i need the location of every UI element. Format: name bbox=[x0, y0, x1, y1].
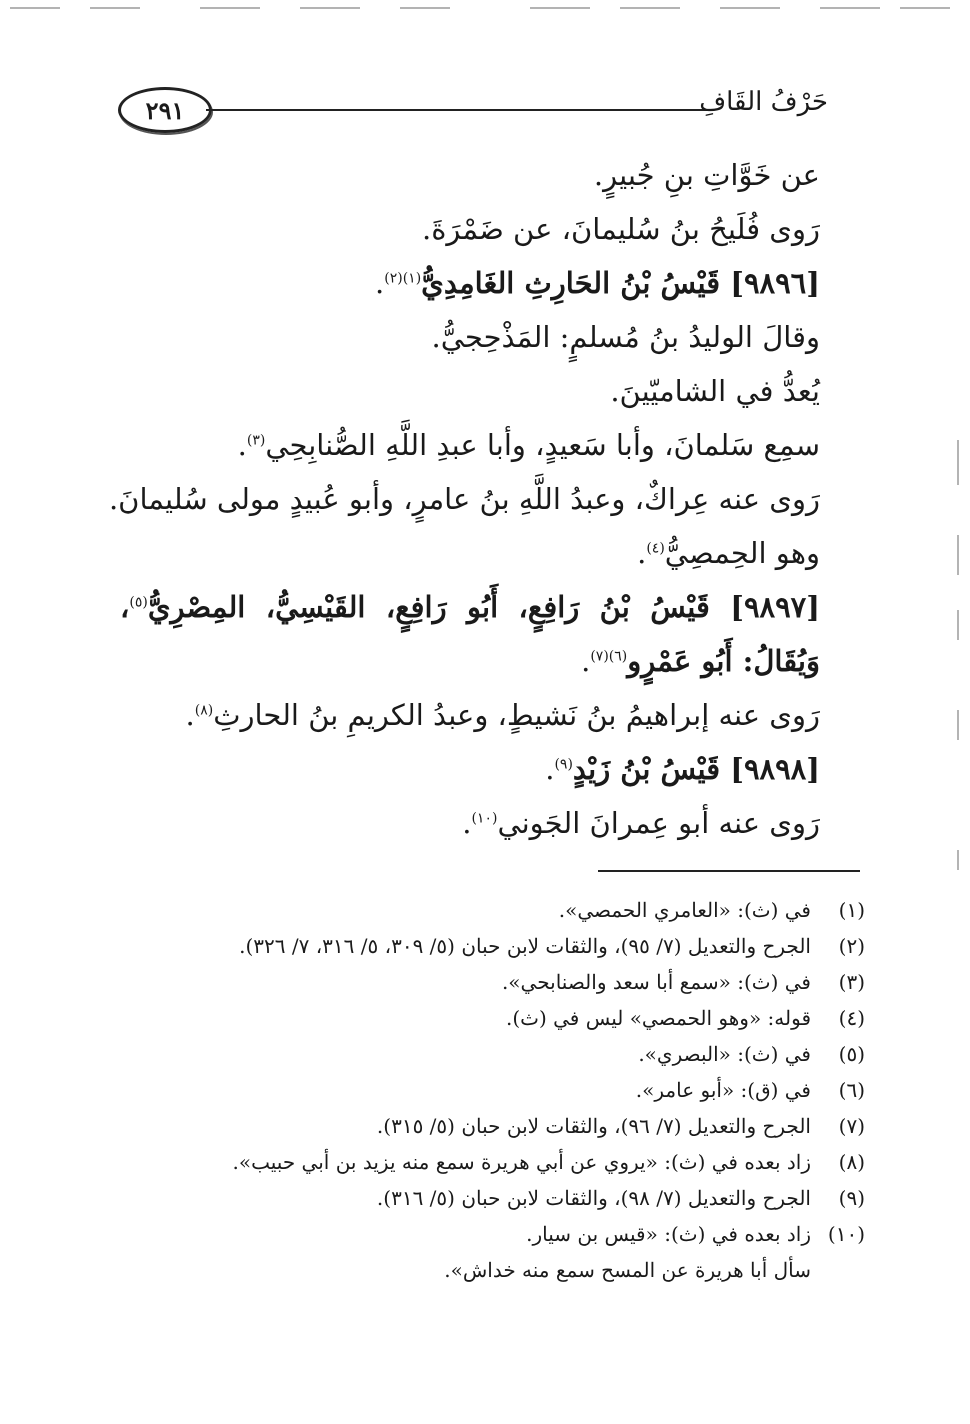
entry-title: [٩٨٩٦] قَيْسُ بْنُ الحَارِثِ الغَامِدِيُّ bbox=[421, 266, 820, 300]
footnote-number: (٢) bbox=[838, 934, 865, 958]
footnote-continuation: سأل أبا هريرة عن المسح سمع منه خداش». bbox=[444, 1258, 811, 1282]
narrators-text: رَوى عنه إبراهيمُ بنُ نَشيطٍ، وعبدُ الكريمِ بنُ الحارثِ bbox=[213, 698, 820, 732]
main-text bbox=[108, 148, 820, 850]
footnote bbox=[150, 1036, 865, 1072]
footnote-ref: (٣) bbox=[246, 432, 266, 449]
footnote-ref: (١٠) bbox=[471, 810, 498, 827]
footnote-text: الجرح والتعديل (٧/ ٩٨)، والثقات لابن حبان (٥/ ٣١٦). bbox=[376, 1186, 811, 1210]
note-text: وهو الحِمصِيُّ bbox=[664, 536, 820, 570]
text-line: عن خَوَّاتِ بنِ جُبيرٍ. bbox=[593, 158, 820, 192]
heard-from-text: سمِع سَلمانَ، وأبا سَعيدٍ، وأبا عبدِ اللَّهِ الصُّنابِحِي bbox=[265, 428, 820, 462]
footnote-text: زاد بعده في (ث): «قيس بن سيار. bbox=[526, 1222, 811, 1246]
running-title: حَرْفُ القَافِ bbox=[699, 87, 828, 117]
footnote bbox=[150, 964, 865, 1000]
footnote-ref: (٥) bbox=[129, 594, 148, 611]
entry-9896-heading bbox=[120, 256, 820, 310]
entry-title-alt: ، وَيُقَالُ: أَبُو عَمْرٍو bbox=[120, 590, 820, 678]
footnote-separator bbox=[598, 870, 860, 872]
header-rule bbox=[206, 109, 710, 111]
entry-9898-heading: [٩٨٩٨] قَيْسُ بْنُ زَيْدٍ$^{(٩)}$. bbox=[545, 752, 820, 786]
text-line: يُعدُّ في الشاميّينَ. bbox=[610, 374, 820, 408]
footnote-text: في (ق): «أبو عامر». bbox=[635, 1078, 811, 1102]
footnote bbox=[150, 1072, 865, 1108]
footnote-text: في (ث): «البصري». bbox=[638, 1042, 811, 1066]
text-line: رَوى عنه أبو عِمرانَ الجَوني$^{(١٠)}$. bbox=[462, 806, 820, 840]
footnote-number: (٧) bbox=[838, 1114, 865, 1138]
footnotes bbox=[150, 892, 865, 1288]
page-header bbox=[118, 85, 828, 135]
footnote-number: (٥) bbox=[838, 1042, 865, 1066]
footnote-text: في (ث): «العامري الحمصي». bbox=[558, 898, 811, 922]
text-line: وهو الحِمصِيُّ$^{(٤)}$. bbox=[637, 536, 820, 570]
footnote-number: (٦) bbox=[838, 1078, 865, 1102]
footnote bbox=[150, 1180, 865, 1216]
narrators-text: رَوى عنه أبو عِمرانَ الجَوني bbox=[497, 806, 820, 840]
footnote-number: (١) bbox=[838, 898, 865, 922]
footnote-text: الجرح والتعديل (٧/ ٩٥)، والثقات لابن حبان (٥/ ٣٠٩، ٥/ ٣١٦، ٧/ ٣٢٦). bbox=[239, 934, 811, 958]
footnote bbox=[150, 1108, 865, 1144]
footnote-number: (٤) bbox=[838, 1006, 865, 1030]
footnote-ref: (٩) bbox=[554, 756, 573, 773]
text-line: سمِع سَلمانَ، وأبا سَعيدٍ، وأبا عبدِ اللَّهِ الصُّنابِحِي$^{(٣)}$. bbox=[237, 428, 820, 462]
page-number: ٢٩١ bbox=[118, 87, 212, 133]
footnote-ref: (٨) bbox=[194, 702, 214, 719]
entry-title: [٩٨٩٨] قَيْسُ بْنُ زَيْدٍ bbox=[572, 752, 820, 786]
text-line: رَوى عنه إبراهيمُ بنُ نَشيطٍ، وعبدُ الكريمِ بنُ الحارثِ$^{(٨)}$. bbox=[185, 698, 820, 732]
footnote bbox=[150, 928, 865, 964]
footnote-number: (٨) bbox=[838, 1150, 865, 1174]
footnote-text: قوله: «وهو الحمصي» ليس في (ث). bbox=[505, 1006, 811, 1030]
footnote-ref: (٦)(٧) bbox=[590, 648, 628, 665]
text-line: رَوى عنه عِراكٌ، وعبدُ اللَّهِ بنُ عامرٍ، وأبو عُبيدٍ مولى سُليمانَ. bbox=[108, 482, 820, 516]
footnote-number: (١٠) bbox=[827, 1222, 865, 1246]
entry-9897-heading: [٩٨٩٧] قَيْسُ بْنُ رَافِعٍ، أَبُو رَافِعٍ، القَيْسِيُّ، المِصْرِيُّ$^{(٥)}$، وَيُقَالُ: أَبُو عَمْرٍو$^{(٦)(٧)}$. bbox=[120, 590, 820, 678]
footnote bbox=[150, 1216, 865, 1252]
footnote bbox=[150, 892, 865, 928]
footnote-number: (٣) bbox=[838, 970, 865, 994]
entry-title: [٩٨٩٧] قَيْسُ بْنُ رَافِعٍ، أَبُو رَافِعٍ، القَيْسِيُّ، المِصْرِيُّ bbox=[147, 590, 820, 624]
text-line: وقالَ الوليدُ بنُ مُسلمٍ: المَذْحِجيُّ. bbox=[431, 320, 820, 354]
footnote-ref: (١)(٢) bbox=[384, 270, 422, 287]
footnote-number: (٩) bbox=[838, 1186, 865, 1210]
footnote bbox=[150, 1144, 865, 1180]
full-stop: . bbox=[375, 266, 385, 300]
footnote-ref: (٤) bbox=[646, 540, 665, 557]
footnote bbox=[150, 1000, 865, 1036]
footnote-text: زاد بعده في (ث): «يروي عن أبي هريرة سمع منه يزيد بن أبي حبيب». bbox=[232, 1150, 811, 1174]
footnote-text: في (ث): «سمع أبا سعد والصنابحي». bbox=[501, 970, 811, 994]
text-line: رَوى فُلَيحُ بنُ سُليمانَ، عن ضَمْرَةَ. bbox=[422, 212, 820, 246]
footnote-text: الجرح والتعديل (٧/ ٩٦)، والثقات لابن حبان (٥/ ٣١٥). bbox=[376, 1114, 811, 1138]
